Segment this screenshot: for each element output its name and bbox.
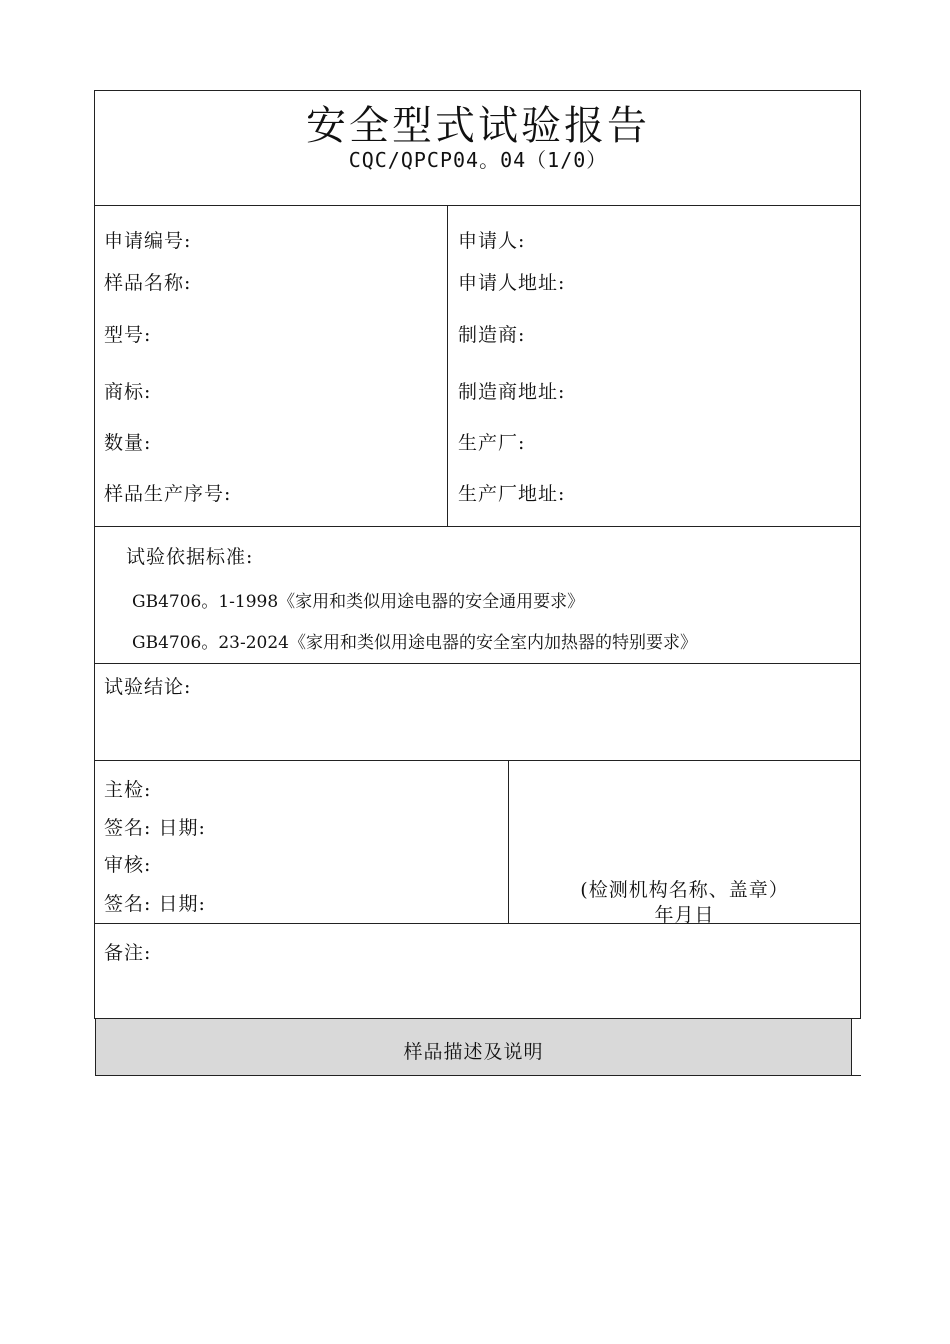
report-code: CQC/QPCP04。04（1/0） bbox=[348, 148, 608, 172]
standard-item: GB4706。23-2024《家用和类似用途电器的安全室内加热器的特别要求》 bbox=[132, 633, 697, 653]
manufacturer-address-label: 制造商地址: bbox=[458, 381, 566, 403]
applicant-label: 申请人: bbox=[458, 230, 526, 252]
standards-label: 试验依据标准: bbox=[126, 546, 254, 568]
divider-info-column bbox=[447, 205, 448, 527]
model-label: 型号: bbox=[104, 324, 152, 346]
divider-header bbox=[94, 205, 861, 206]
sample-name-label: 样品名称: bbox=[104, 272, 192, 294]
reviewer-label: 审核: bbox=[104, 854, 152, 876]
sample-serial-label: 样品生产序号: bbox=[104, 483, 232, 505]
trademark-label: 商标: bbox=[104, 381, 152, 403]
divider-conclusion bbox=[94, 760, 861, 761]
applicant-address-label: 申请人地址: bbox=[458, 272, 566, 294]
quantity-label: 数量: bbox=[104, 432, 152, 454]
reviewer-sign-date-label: 签名: 日期: bbox=[104, 893, 206, 915]
remarks-label: 备注: bbox=[104, 942, 152, 964]
factory-address-label: 生产厂地址: bbox=[458, 483, 566, 505]
inspector-label: 主检: bbox=[104, 779, 152, 801]
manufacturer-label: 制造商: bbox=[458, 324, 526, 346]
divider-standards bbox=[94, 663, 861, 664]
seal-date-label: 年月日 bbox=[654, 904, 715, 926]
standard-item: GB4706。1-1998《家用和类似用途电器的安全通用要求》 bbox=[132, 592, 585, 612]
conclusion-label: 试验结论: bbox=[104, 676, 192, 698]
footer-tick bbox=[852, 1075, 861, 1076]
inspector-sign-date-label: 签名: 日期: bbox=[104, 817, 206, 839]
factory-label: 生产厂: bbox=[458, 432, 526, 454]
institution-seal-label: (检测机构名称、盖章） bbox=[580, 879, 789, 901]
report-title: 安全型式试验报告 bbox=[306, 103, 650, 149]
divider-info bbox=[94, 526, 861, 527]
sample-description-heading: 样品描述及说明 bbox=[403, 1041, 544, 1063]
application-number-label: 申请编号: bbox=[104, 230, 192, 252]
